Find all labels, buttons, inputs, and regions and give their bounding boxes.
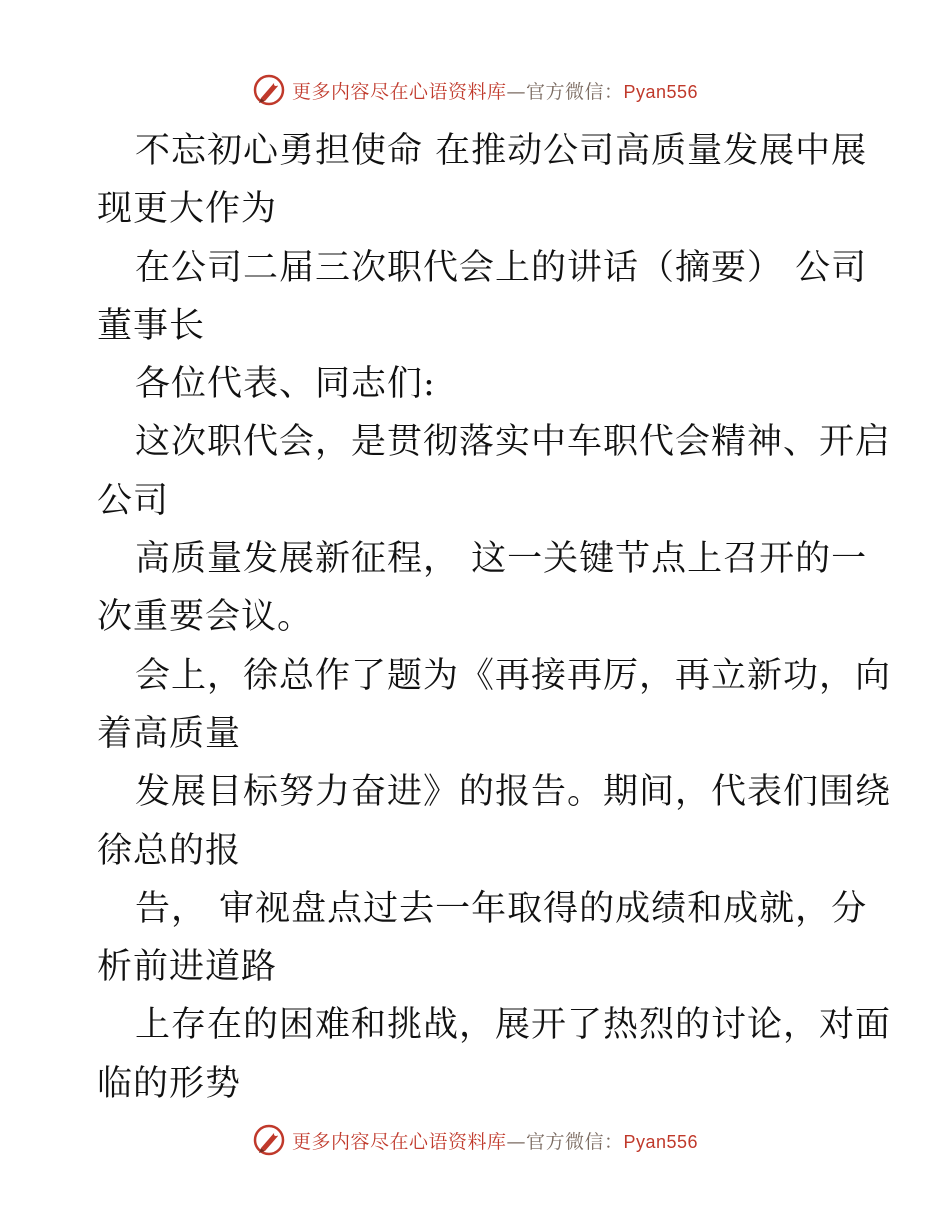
paragraph-line: 告， 审视盘点过去一年取得的成绩和成就，分 <box>135 888 868 929</box>
paragraph-line: 析前进道路 <box>97 947 278 988</box>
banner-brand: 更多内容尽在心语资料库 <box>291 1130 507 1153</box>
pen-logo-icon <box>252 73 286 107</box>
header-banner <box>0 70 950 110</box>
paragraph-line: 临的形势 <box>97 1063 242 1104</box>
paragraph-line: 这次职代会，是贯彻落实中车职代会精神、开启 <box>135 422 892 463</box>
banner-dash: — <box>506 80 526 103</box>
banner-text <box>292 77 698 104</box>
title-line-2: 现更大作为 <box>97 189 278 230</box>
document-body <box>97 122 892 1113</box>
banner-wechat-id: Pyan556 <box>623 1131 699 1152</box>
paragraph-line: 发展目标努力奋进》的报告。期间，代表们围绕 <box>135 772 892 813</box>
paragraph-line: 会上，徐总作了题为《再接再厉，再立新功，向 <box>135 655 892 696</box>
paragraph-line: 上存在的困难和挑战，展开了热烈的讨论，对面 <box>135 1005 892 1046</box>
banner-label: 官方微信： <box>525 1130 624 1153</box>
banner-text <box>292 1127 698 1154</box>
subtitle-line-1: 在公司二届三次职代会上的讲话（摘要） 公司 <box>135 247 868 288</box>
banner-wechat-id: Pyan556 <box>623 81 699 102</box>
paragraph-line: 徐总的报 <box>97 830 242 871</box>
subtitle-line-2: 董事长 <box>97 305 206 346</box>
paragraph-line: 高质量发展新征程， 这一关键节点上召开的一 <box>135 539 868 580</box>
banner-dash: — <box>506 1130 526 1153</box>
paragraph-line: 次重要会议。 <box>97 597 314 638</box>
banner-brand: 更多内容尽在心语资料库 <box>291 80 507 103</box>
paragraph-line: 公司 <box>97 480 170 521</box>
banner-label: 官方微信： <box>525 80 624 103</box>
paragraph-line: 着高质量 <box>97 713 242 754</box>
salutation: 各位代表、同志们: <box>135 364 436 405</box>
title-line-1: 不忘初心勇担使命 在推动公司高质量发展中展 <box>135 131 868 171</box>
pen-logo-icon <box>252 1123 286 1157</box>
footer-banner <box>0 1120 950 1160</box>
